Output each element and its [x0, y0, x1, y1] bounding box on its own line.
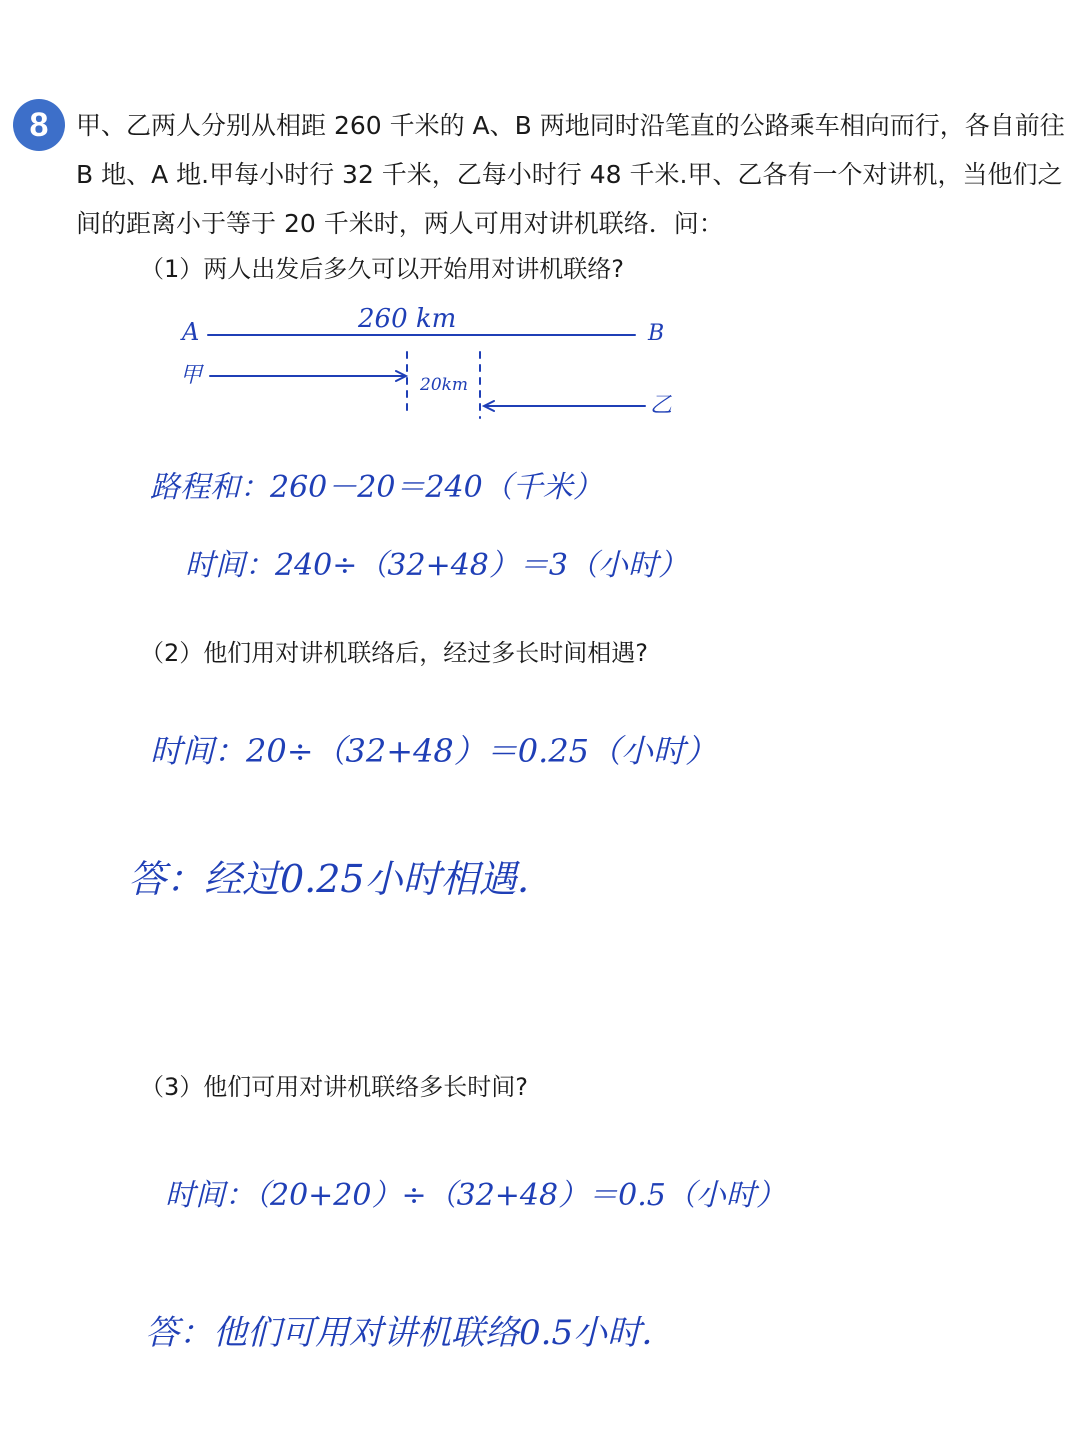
part-3-prompt: （3）他们可用对讲机联络多长时间?: [140, 1073, 529, 1101]
label-a: A: [182, 318, 200, 346]
label-gap: 20km: [420, 375, 469, 395]
part-1-answer-line-1: 路程和：260－20＝240（千米）: [150, 470, 603, 505]
question-number-badge: 8: [13, 99, 65, 151]
part-1-answer-line-2: 时间：240÷（32+48）＝3（小时）: [185, 548, 688, 583]
label-b: B: [648, 321, 665, 346]
part-2-prompt: （2）他们用对讲机联络后，经过多长时间相遇?: [140, 639, 649, 667]
part-1-prompt: （1）两人出发后多久可以开始用对讲机联络?: [140, 255, 625, 283]
part-3-answer-line-1: 时间：（20+20）÷（32+48）＝0.5（小时）: [165, 1178, 786, 1213]
problem-text: 甲、乙两人分别从相距 260 千米的 A、B 两地同时沿笔直的公路乘车相向而行，各自前往 B 地、A 地.甲每小时行 32 千米，乙每小时行 48 千米.甲、乙各有一个对讲机，当他们之间的距离小于等于 20 千米时，两人可用对讲机联络．问：: [76, 111, 1065, 238]
label-distance: 260 km: [358, 304, 457, 334]
part-2-answer-line-1: 时间：20÷（32+48）＝0.25（小时）: [150, 732, 718, 770]
distance-diagram: [170, 300, 710, 430]
part-3-answer-line-2: 答：他们可用对讲机联络0.5小时．: [145, 1313, 676, 1353]
part-2-answer-line-2: 答：经过0.25小时相遇．: [128, 857, 555, 901]
label-yi: 乙: [650, 393, 673, 418]
label-jia: 甲: [180, 363, 203, 388]
